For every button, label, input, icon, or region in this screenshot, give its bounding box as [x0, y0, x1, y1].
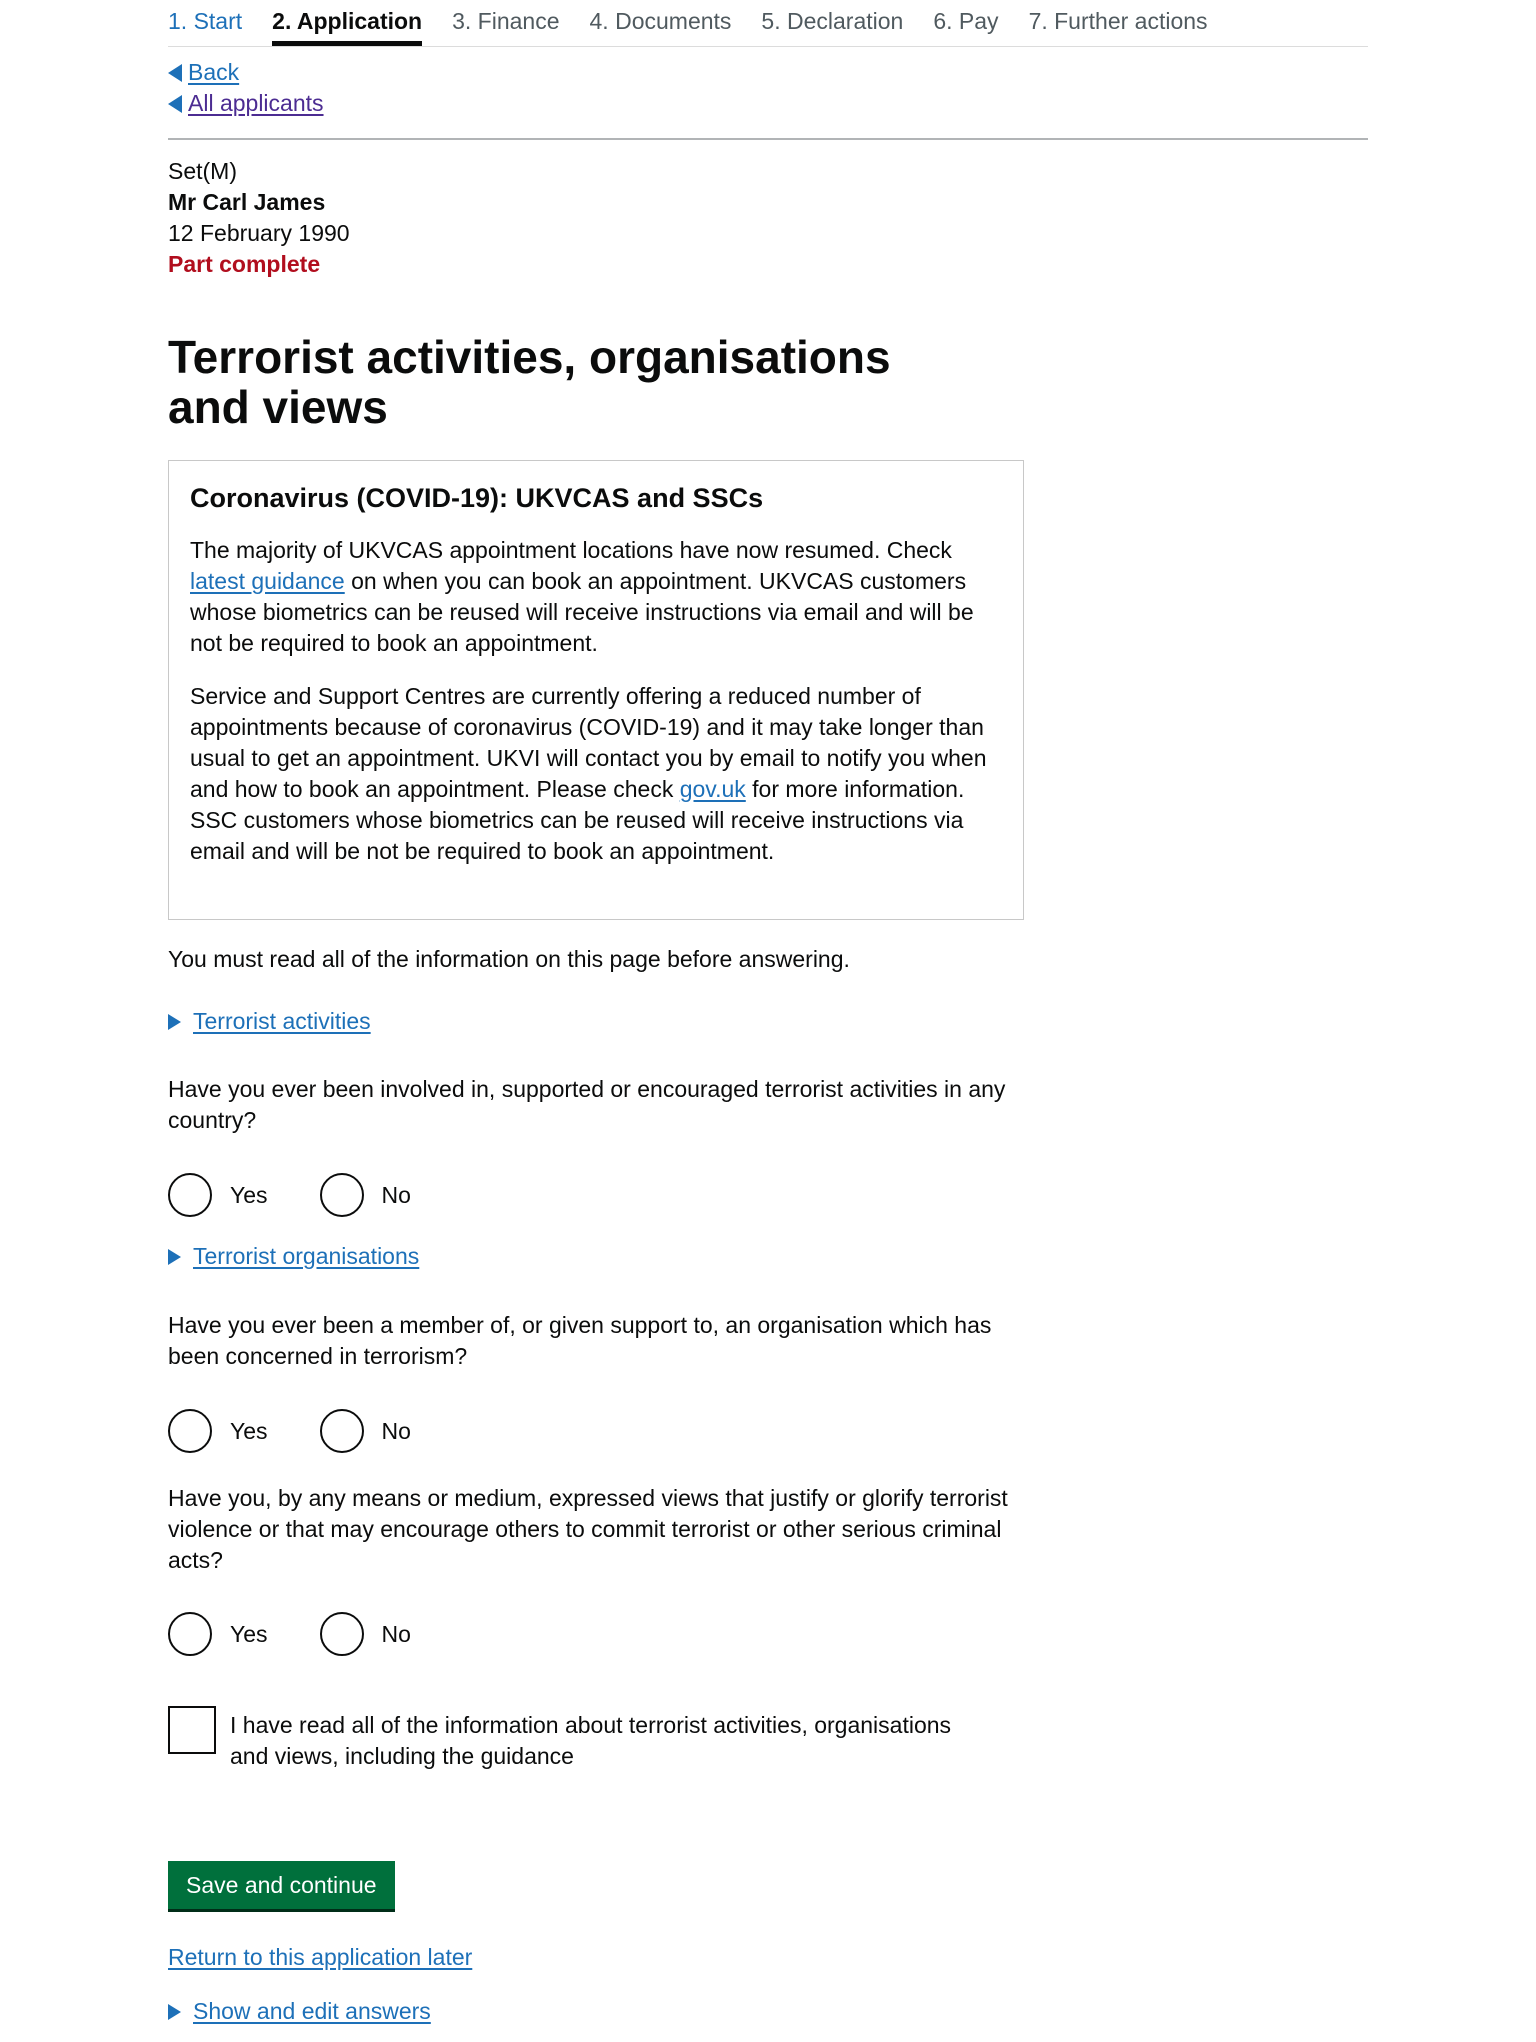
radio-option-no[interactable]	[320, 1173, 411, 1217]
read-confirmation-checkbox[interactable]	[168, 1706, 216, 1754]
question-1: Have you ever been involved in, supported or encouraged terrorist activities in any country?	[168, 1076, 1006, 1133]
radio-option-no[interactable]	[320, 1409, 411, 1453]
radio-yes[interactable]	[168, 1173, 212, 1217]
notice-text: for more information. SSC customers whose biometrics can be reused will receive instructions via email and will be not be required to book an appointment.	[190, 776, 965, 864]
question-2-radios	[168, 1407, 463, 1455]
caret-left-icon	[168, 95, 182, 113]
radio-no[interactable]	[320, 1409, 364, 1453]
details-show-answers[interactable]	[168, 1996, 431, 2027]
notice-text: on when you can book an appointment. UKVCAS customers whose biometrics can be reused will receive instructions via email and will be not be required to book an appointment.	[190, 568, 974, 656]
applicant-name: Mr Carl James	[168, 189, 326, 215]
step-finance: 3. Finance	[452, 8, 560, 34]
applicant-dob: 12 February 1990	[168, 220, 350, 246]
progress-steps-nav	[168, 0, 1368, 47]
applicant-summary	[168, 156, 350, 280]
show-edit-answers-link[interactable]: Show and edit answers	[193, 1998, 431, 2024]
caret-right-icon	[168, 1249, 181, 1265]
all-applicants-row	[168, 88, 1368, 119]
radio-label: Yes	[230, 1417, 268, 1444]
page-container	[168, 0, 1368, 2024]
radio-label: No	[381, 1417, 411, 1444]
read-confirmation[interactable]	[168, 1706, 990, 1772]
question-2: Have you ever been a member of, or given support to, an organisation which has been concerned in terrorism?	[168, 1312, 992, 1369]
question-3: Have you, by any means or medium, expressed views that justify or glorify terrorist violence or that may encourage others to commit terrorist or other serious criminal acts?	[168, 1485, 1008, 1573]
notice-heading: Coronavirus (COVID-19): UKVCAS and SSCs	[190, 483, 764, 513]
radio-label: Yes	[230, 1181, 268, 1208]
details-summary-link[interactable]: Terrorist activities	[193, 1008, 371, 1034]
page-title: Terrorist activities, organisations and views	[168, 331, 891, 433]
save-and-continue-button[interactable]: Save and continue	[168, 1861, 395, 1909]
radio-yes[interactable]	[168, 1612, 212, 1656]
notice-text: Service and Support Centres are currently offering a reduced number of appointments because of coronavirus (COVID-19) and it may take longer than usual to get an appointment. UKVI will contact you by email to notify you when and how to book an appointment. Please check	[190, 683, 987, 802]
caret-right-icon	[168, 1014, 181, 1030]
radio-no[interactable]	[320, 1612, 364, 1656]
radio-label: Yes	[230, 1620, 268, 1647]
notice-paragraph-1	[190, 535, 1003, 659]
radio-no[interactable]	[320, 1173, 364, 1217]
back-link[interactable]: Back	[188, 59, 240, 85]
status-badge: Part complete	[168, 251, 321, 277]
caret-right-icon	[168, 2004, 181, 2020]
caret-left-icon	[168, 64, 182, 82]
covid-notice-panel	[168, 460, 1024, 920]
return-later-row	[168, 1942, 472, 1973]
radio-label: No	[381, 1620, 411, 1647]
notice-text: The majority of UKVCAS appointment locations have now resumed. Check	[190, 537, 952, 563]
step-pay: 6. Pay	[933, 8, 999, 34]
back-links	[168, 47, 1368, 119]
radio-option-no[interactable]	[320, 1612, 411, 1656]
gov-uk-link[interactable]: gov.uk	[679, 776, 746, 802]
details-terrorist-activities[interactable]	[168, 1006, 371, 1037]
radio-option-yes[interactable]	[168, 1612, 268, 1656]
radio-option-yes[interactable]	[168, 1173, 268, 1217]
radio-option-yes[interactable]	[168, 1409, 268, 1453]
step-documents: 4. Documents	[589, 8, 732, 34]
radio-label: No	[381, 1181, 411, 1208]
return-later-link[interactable]: Return to this application later	[168, 1944, 473, 1970]
notice-paragraph-2	[190, 681, 1003, 867]
details-terrorist-organisations[interactable]	[168, 1241, 419, 1272]
back-link-row	[168, 57, 1368, 88]
intro-text: You must read all of the information on this page before answering.	[168, 946, 850, 972]
all-applicants-link[interactable]: All applicants	[188, 90, 324, 116]
section-divider	[168, 138, 1368, 140]
checkbox-label: I have read all of the information about terrorist activities, organisations and views, including the guidance	[230, 1712, 952, 1769]
question-1-radios	[168, 1171, 463, 1219]
step-start[interactable]: 1. Start	[168, 8, 243, 34]
step-further-actions: 7. Further actions	[1028, 8, 1208, 34]
latest-guidance-link[interactable]: latest guidance	[190, 568, 345, 594]
applicant-set: Set(M)	[168, 158, 237, 184]
step-application: 2. Application	[272, 0, 422, 46]
radio-yes[interactable]	[168, 1409, 212, 1453]
step-declaration: 5. Declaration	[761, 8, 904, 34]
question-3-radios	[168, 1610, 463, 1658]
details-summary-link[interactable]: Terrorist organisations	[193, 1243, 420, 1269]
